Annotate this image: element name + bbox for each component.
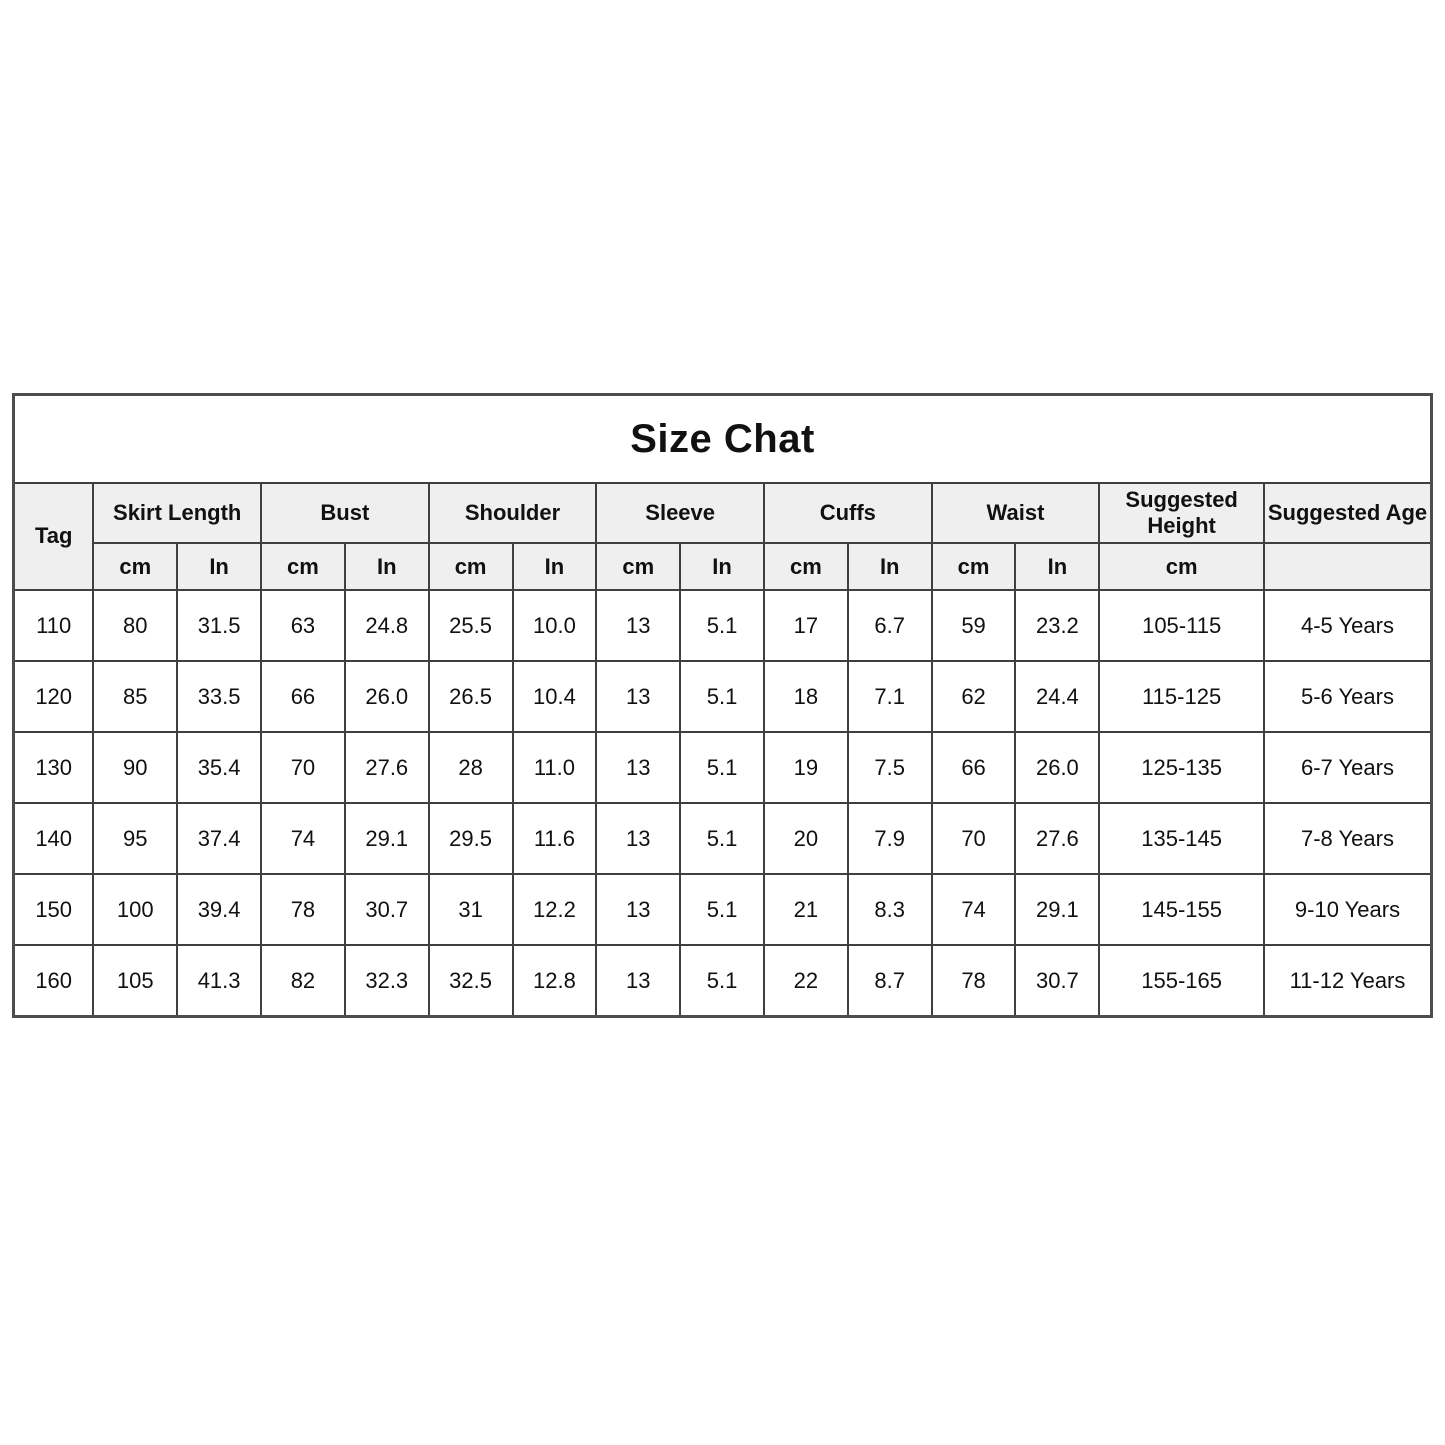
table-cell: 29.5 [429,803,513,874]
unit-header-sleeve-cm: cm [596,543,680,590]
header-group-row [14,483,1432,543]
table-row [14,590,1432,661]
table-cell: 85 [93,661,177,732]
table-cell: 39.4 [177,874,261,945]
table-cell: 100 [93,874,177,945]
unit-header-suggested-height-cm: cm [1099,543,1264,590]
unit-header-sleeve-in: In [680,543,764,590]
table-cell: 5.1 [680,874,764,945]
table-cell: 145-155 [1099,874,1264,945]
table-cell: 26.0 [345,661,429,732]
table-cell: 26.5 [429,661,513,732]
table-cell: 20 [764,803,848,874]
column-header-sleeve: Sleeve [596,483,764,543]
table-cell: 135-145 [1099,803,1264,874]
table-row [14,661,1432,732]
column-header-cuffs: Cuffs [764,483,932,543]
table-cell: 11.6 [513,803,597,874]
table-row [14,945,1432,1017]
table-cell: 5.1 [680,803,764,874]
table-cell: 74 [261,803,345,874]
table-cell: 115-125 [1099,661,1264,732]
table-cell: 25.5 [429,590,513,661]
table-cell: 13 [596,732,680,803]
column-header-tag: Tag [14,483,94,590]
table-cell: 27.6 [1015,803,1099,874]
size-table-body [14,590,1432,1017]
table-cell: 105 [93,945,177,1017]
table-cell: 35.4 [177,732,261,803]
table-cell: 74 [932,874,1016,945]
table-cell: 78 [932,945,1016,1017]
table-cell: 11-12 Years [1264,945,1432,1017]
table-cell: 31 [429,874,513,945]
table-cell: 32.5 [429,945,513,1017]
table-cell: 24.8 [345,590,429,661]
table-cell: 95 [93,803,177,874]
table-cell: 4-5 Years [1264,590,1432,661]
table-cell: 78 [261,874,345,945]
size-table [12,393,1433,1018]
table-cell: 7-8 Years [1264,803,1432,874]
unit-header-shoulder-cm: cm [429,543,513,590]
table-cell: 33.5 [177,661,261,732]
table-cell: 5.1 [680,661,764,732]
table-cell: 7.9 [848,803,932,874]
table-cell: 70 [261,732,345,803]
table-cell-tag: 120 [14,661,94,732]
table-cell: 9-10 Years [1264,874,1432,945]
table-cell: 5.1 [680,945,764,1017]
table-cell: 105-115 [1099,590,1264,661]
table-cell: 19 [764,732,848,803]
table-cell: 155-165 [1099,945,1264,1017]
unit-header-bust-cm: cm [261,543,345,590]
table-row [14,874,1432,945]
table-cell: 37.4 [177,803,261,874]
table-cell: 12.8 [513,945,597,1017]
column-header-bust: Bust [261,483,429,543]
table-cell-tag: 160 [14,945,94,1017]
table-cell: 6.7 [848,590,932,661]
column-header-shoulder: Shoulder [429,483,597,543]
table-cell: 5.1 [680,590,764,661]
table-row [14,732,1432,803]
table-cell: 7.5 [848,732,932,803]
table-cell-tag: 110 [14,590,94,661]
table-cell: 10.0 [513,590,597,661]
header-units-row [14,543,1432,590]
table-cell: 13 [596,803,680,874]
unit-header-waist-in: In [1015,543,1099,590]
table-cell: 10.4 [513,661,597,732]
table-cell-tag: 130 [14,732,94,803]
unit-header-cuffs-in: In [848,543,932,590]
table-cell: 32.3 [345,945,429,1017]
table-cell: 41.3 [177,945,261,1017]
size-chart [12,393,1433,1018]
table-cell: 30.7 [345,874,429,945]
table-cell-tag: 150 [14,874,94,945]
table-cell: 22 [764,945,848,1017]
page-title: Size Chat [14,395,1432,484]
table-cell: 125-135 [1099,732,1264,803]
table-cell: 63 [261,590,345,661]
table-cell: 8.7 [848,945,932,1017]
table-cell: 24.4 [1015,661,1099,732]
table-cell: 27.6 [345,732,429,803]
table-cell: 23.2 [1015,590,1099,661]
title-row [14,395,1432,484]
table-cell: 30.7 [1015,945,1099,1017]
unit-header-bust-in: In [345,543,429,590]
unit-header-skirt-length-cm: cm [93,543,177,590]
column-header-suggested-height: Suggested Height [1099,483,1264,543]
table-row [14,803,1432,874]
table-cell: 66 [932,732,1016,803]
table-cell: 17 [764,590,848,661]
table-cell: 59 [932,590,1016,661]
unit-header-skirt-length-in: In [177,543,261,590]
table-cell: 12.2 [513,874,597,945]
table-cell: 6-7 Years [1264,732,1432,803]
unit-header-shoulder-in: In [513,543,597,590]
table-cell: 80 [93,590,177,661]
table-cell: 13 [596,590,680,661]
table-cell: 13 [596,945,680,1017]
table-cell: 5-6 Years [1264,661,1432,732]
table-cell: 18 [764,661,848,732]
table-cell: 82 [261,945,345,1017]
table-cell: 13 [596,661,680,732]
column-header-skirt-length: Skirt Length [93,483,261,543]
column-header-suggested-age: Suggested Age [1264,483,1432,543]
table-cell: 31.5 [177,590,261,661]
unit-header-suggested-age-blank [1264,543,1432,590]
table-cell: 29.1 [345,803,429,874]
size-table-head [14,395,1432,591]
table-cell: 28 [429,732,513,803]
unit-header-cuffs-cm: cm [764,543,848,590]
table-cell: 26.0 [1015,732,1099,803]
table-cell: 29.1 [1015,874,1099,945]
column-header-waist: Waist [932,483,1100,543]
unit-header-waist-cm: cm [932,543,1016,590]
table-cell: 5.1 [680,732,764,803]
table-cell: 21 [764,874,848,945]
table-cell: 8.3 [848,874,932,945]
table-cell: 66 [261,661,345,732]
table-cell: 13 [596,874,680,945]
table-cell: 70 [932,803,1016,874]
table-cell-tag: 140 [14,803,94,874]
table-cell: 90 [93,732,177,803]
table-cell: 11.0 [513,732,597,803]
table-cell: 62 [932,661,1016,732]
table-cell: 7.1 [848,661,932,732]
